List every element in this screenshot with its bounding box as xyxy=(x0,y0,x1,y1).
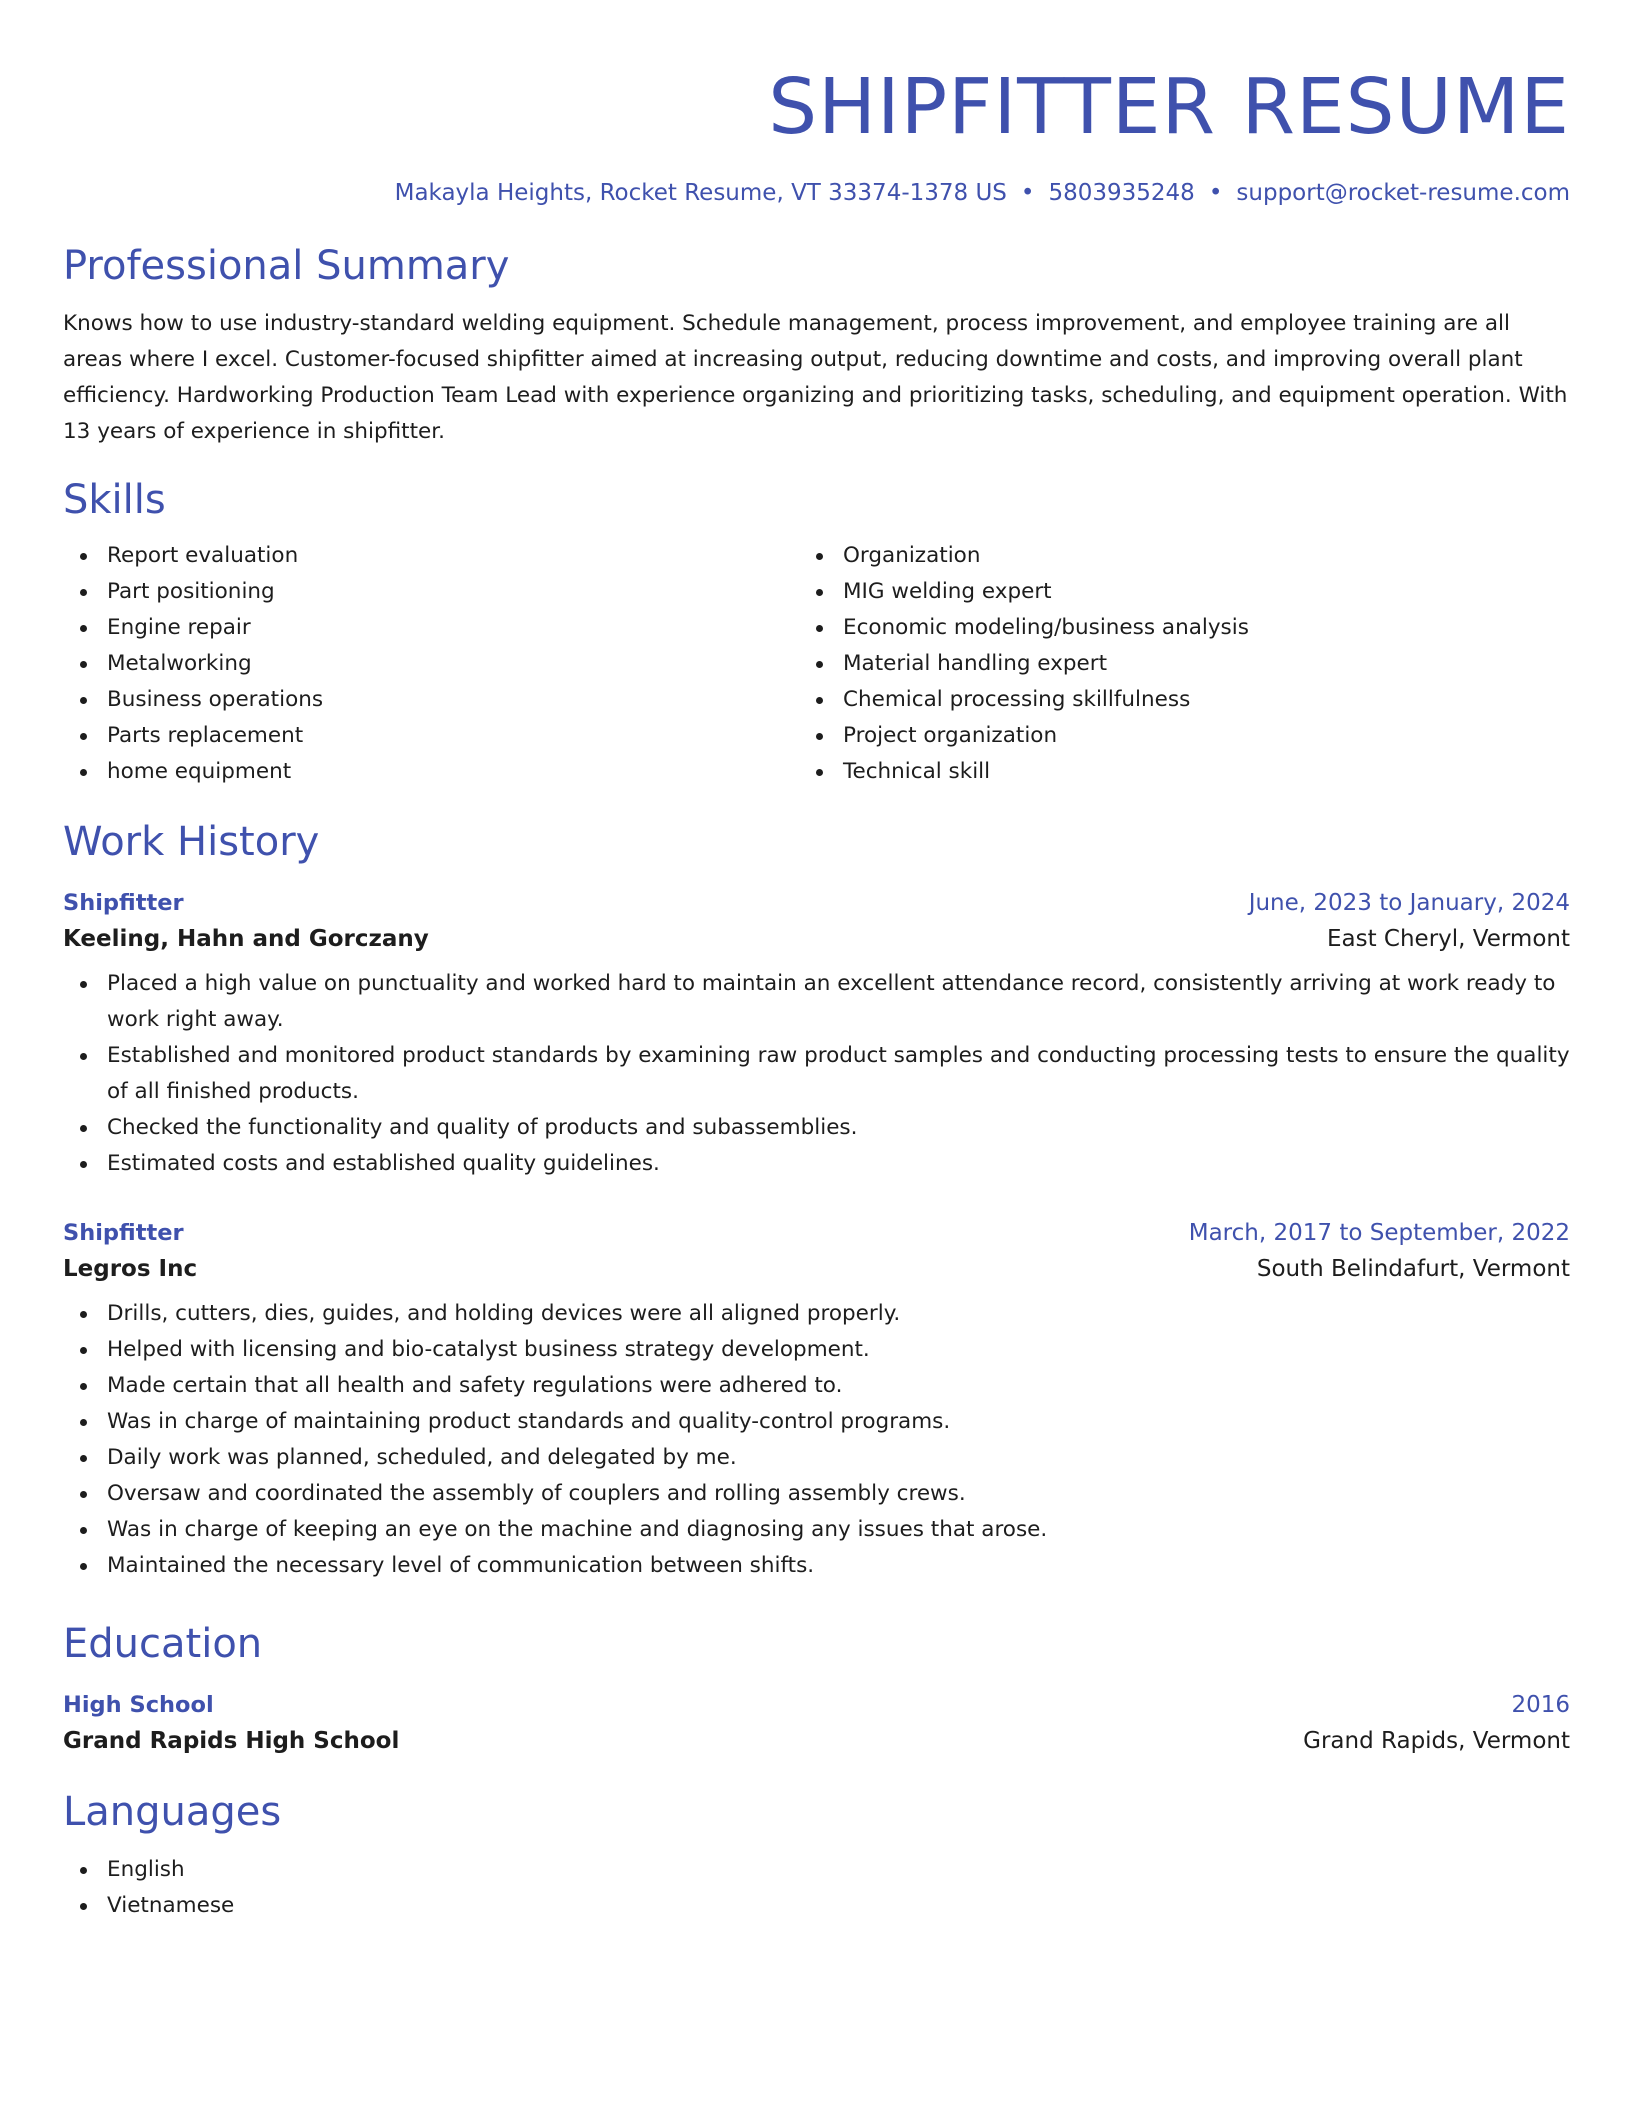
education-school: Grand Rapids High School xyxy=(63,1728,400,1755)
education-school-row xyxy=(63,1728,1570,1754)
language-item: English xyxy=(63,1852,1570,1888)
job-dates: March, 2017 to September, 2022 xyxy=(1188,1220,1570,1247)
education-section xyxy=(63,1620,1570,1754)
resume-title: SHIPFITTER RESUME xyxy=(768,63,1570,152)
skill-item: Report evaluation xyxy=(63,538,799,574)
contact-line xyxy=(63,180,1570,206)
job-duty: Was in charge of keeping an eye on the machine and diagnosing any issues that arose. xyxy=(63,1512,1570,1548)
skills-column-left xyxy=(63,538,799,790)
job-role-row xyxy=(63,1220,1570,1246)
job-company: Keeling, Hahn and Gorczany xyxy=(63,926,429,953)
job-dates: June, 2023 to January, 2024 xyxy=(1248,890,1570,917)
skills-list-left xyxy=(63,538,799,790)
job-duty: Helped with licensing and bio-catalyst business strategy development. xyxy=(63,1332,1570,1368)
job-duty: Estimated costs and established quality guidelines. xyxy=(63,1146,1570,1182)
summary-text: Knows how to use industry-standard welding equipment. Schedule management, process improvement, and employee training are all areas where I excel. Customer-focused shipfitter aimed at increasing output, reducing downtime and costs, and improving overall plant efficiency. Hardworking Production Team Lead with experience organizing and prioritizing tasks, scheduling, and equipment operation. With 13 years of experience in shipfitter. xyxy=(63,311,1568,445)
skill-item: MIG welding expert xyxy=(799,574,1535,610)
job-duties-list xyxy=(63,1296,1570,1584)
skill-item: Metalworking xyxy=(63,646,799,682)
job-entry xyxy=(63,1220,1570,1584)
skill-item: Economic modeling/business analysis xyxy=(799,610,1535,646)
skill-item: Engine repair xyxy=(63,610,799,646)
job-duty: Checked the functionality and quality of products and subassemblies. xyxy=(63,1110,1570,1146)
work-history-section xyxy=(63,818,1570,1584)
section-heading: Education xyxy=(63,1621,263,1668)
education-degree: High School xyxy=(63,1692,214,1719)
job-location: East Cheryl, Vermont xyxy=(1326,926,1570,953)
skill-item: Business operations xyxy=(63,682,799,718)
contact-address: Makayla Heights, Rocket Resume, VT 33374-1378 US xyxy=(394,180,1007,207)
section-heading: Languages xyxy=(63,1789,282,1836)
job-duty: Made certain that all health and safety regulations were adhered to. xyxy=(63,1368,1570,1404)
job-company-row xyxy=(63,1256,1570,1282)
skill-item: Parts replacement xyxy=(63,718,799,754)
resume-header xyxy=(63,62,1570,206)
skills-section xyxy=(63,476,1570,790)
skill-item: Part positioning xyxy=(63,574,799,610)
skill-item: Project organization xyxy=(799,718,1535,754)
section-heading: Professional Summary xyxy=(63,243,510,290)
education-year: 2016 xyxy=(1511,1692,1570,1719)
skill-item: Chemical processing skillfulness xyxy=(799,682,1535,718)
education-location: Grand Rapids, Vermont xyxy=(1303,1728,1570,1755)
language-item: Vietnamese xyxy=(63,1888,1570,1924)
job-duty: Daily work was planned, scheduled, and delegated by me. xyxy=(63,1440,1570,1476)
job-location: South Belindafurt, Vermont xyxy=(1256,1256,1570,1283)
job-company: Legros Inc xyxy=(63,1256,198,1283)
section-heading: Work History xyxy=(63,819,320,866)
languages-list xyxy=(63,1852,1570,1924)
skills-column-right xyxy=(799,538,1535,790)
skill-item: Material handling expert xyxy=(799,646,1535,682)
job-role: Shipfitter xyxy=(63,890,184,917)
contact-phone[interactable]: 5803935248 xyxy=(1048,180,1195,207)
job-duty: Was in charge of maintaining product standards and quality-control programs. xyxy=(63,1404,1570,1440)
skills-columns xyxy=(63,538,1570,790)
contact-email[interactable]: support@rocket-resume.com xyxy=(1236,180,1570,207)
professional-summary-section xyxy=(63,242,1570,450)
contact-separator: • xyxy=(1208,180,1223,207)
skill-item: Technical skill xyxy=(799,754,1535,790)
job-company-row xyxy=(63,926,1570,952)
job-entry xyxy=(63,890,1570,1182)
skills-list-right xyxy=(799,538,1535,790)
job-duty: Established and monitored product standards by examining raw product samples and conducting processing tests to ensure the quality of all finished products. xyxy=(63,1038,1570,1110)
skill-item: home equipment xyxy=(63,754,799,790)
job-duty: Maintained the necessary level of communication between shifts. xyxy=(63,1548,1570,1584)
job-duties-list xyxy=(63,966,1570,1182)
job-duty: Placed a high value on punctuality and worked hard to maintain an excellent attendance record, consistently arriving at work ready to work right away. xyxy=(63,966,1570,1038)
job-role: Shipfitter xyxy=(63,1220,184,1247)
job-role-row xyxy=(63,890,1570,916)
education-entry xyxy=(63,1692,1570,1754)
job-duty: Drills, cutters, dies, guides, and holding devices were all aligned properly. xyxy=(63,1296,1570,1332)
job-duty: Oversaw and coordinated the assembly of couplers and rolling assembly crews. xyxy=(63,1476,1570,1512)
education-degree-row xyxy=(63,1692,1570,1718)
section-heading: Skills xyxy=(63,477,166,524)
skill-item: Organization xyxy=(799,538,1535,574)
contact-separator: • xyxy=(1020,180,1035,207)
languages-section xyxy=(63,1788,1570,1924)
